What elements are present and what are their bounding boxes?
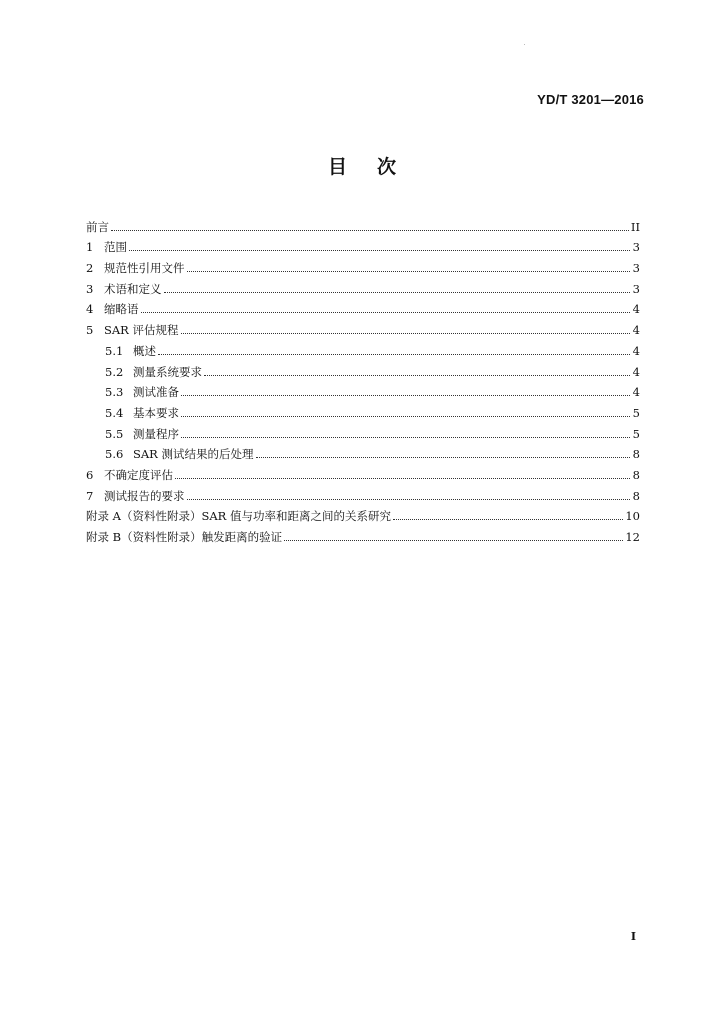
toc-dot-leader xyxy=(284,540,623,541)
toc-entry-label: 规范性引用文件 xyxy=(104,261,185,276)
toc-dot-leader xyxy=(175,478,630,479)
toc-dot-leader xyxy=(129,250,630,251)
toc-entry-page: II xyxy=(630,219,640,234)
toc-entry[interactable] xyxy=(86,461,640,482)
toc-dot-leader xyxy=(164,292,631,293)
toc-entry-page: 8 xyxy=(632,447,640,462)
toc-entry-number: 5.1 xyxy=(105,343,124,358)
toc-dot-leader xyxy=(111,230,629,231)
toc-entry-page: 5 xyxy=(632,426,640,441)
toc-dot-leader xyxy=(204,375,630,376)
toc-entry-page: 4 xyxy=(632,385,640,400)
toc-dot-leader xyxy=(187,499,631,500)
toc-entry[interactable] xyxy=(86,316,640,337)
toc-entry[interactable] xyxy=(86,358,640,379)
toc-entry-number: 5.3 xyxy=(105,385,124,400)
toc-entry-page: 3 xyxy=(632,240,640,255)
toc-entry[interactable] xyxy=(86,275,640,296)
toc-entry-label: 不确定度评估 xyxy=(104,467,173,482)
toc-entry-number: 4 xyxy=(86,302,94,317)
page-title: 目次 xyxy=(327,156,426,178)
toc-entry-label: SAR 测试结果的后处理 xyxy=(133,447,254,462)
toc-entry[interactable] xyxy=(86,420,640,441)
toc-entry-page: 4 xyxy=(632,323,640,338)
toc-entry-page: 3 xyxy=(632,281,640,296)
toc-entry-page: 12 xyxy=(625,530,640,544)
toc-entry-number: 1 xyxy=(86,240,94,255)
toc-entry-number: 3 xyxy=(86,281,94,296)
toc-entry[interactable] xyxy=(86,441,640,462)
toc-dot-leader xyxy=(181,437,630,438)
toc-dot-leader xyxy=(181,333,631,334)
toc-entry[interactable] xyxy=(86,379,640,400)
toc-dot-leader xyxy=(181,416,630,417)
toc-entry-number: 2 xyxy=(86,261,94,276)
toc-entry-number: 7 xyxy=(86,488,94,503)
toc-entry-number: 6 xyxy=(86,467,94,482)
toc-entry[interactable] xyxy=(86,399,640,420)
toc-entry[interactable] xyxy=(86,254,640,275)
toc-dot-leader xyxy=(181,395,630,396)
toc-entry-page: 8 xyxy=(632,467,640,482)
toc-entry-label: 前言 xyxy=(86,219,109,234)
toc-entry[interactable] xyxy=(86,234,640,255)
toc-entry-number: 5.5 xyxy=(105,426,124,441)
toc-entry[interactable] xyxy=(86,296,640,317)
toc-entry-number: 5.6 xyxy=(105,447,124,462)
toc-dot-leader xyxy=(141,312,631,313)
document-id: YD/T 3201—2016 xyxy=(537,92,644,107)
toc-dot-leader xyxy=(187,271,631,272)
toc-entry-label: 测试准备 xyxy=(133,385,179,400)
toc-entry[interactable] xyxy=(86,213,640,234)
toc-entry-label: 附录 B（资料性附录）触发距离的验证 xyxy=(86,530,283,544)
toc-entry-label: 附录 A（资料性附录）SAR 值与功率和距离之间的关系研究 xyxy=(86,509,391,524)
toc-dot-leader xyxy=(158,354,630,355)
toc-entry-label: SAR 评估规程 xyxy=(104,323,179,338)
toc-entry-label: 概述 xyxy=(133,343,156,358)
toc-entry[interactable] xyxy=(86,482,640,503)
toc-entry-page: 4 xyxy=(632,302,640,317)
scan-speck xyxy=(524,44,525,45)
toc-entry-label: 范围 xyxy=(104,240,127,255)
toc-entry-page: 10 xyxy=(625,509,640,524)
toc-entry-number: 5 xyxy=(86,323,94,338)
toc-entry[interactable] xyxy=(86,503,640,524)
toc-entry[interactable] xyxy=(86,523,640,544)
toc-entry-label: 缩略语 xyxy=(104,302,139,317)
toc-entry-label: 测量程序 xyxy=(133,426,179,441)
toc-entry-page: 4 xyxy=(632,343,640,358)
toc-entry-number: 5.2 xyxy=(105,364,124,379)
toc-entry-number: 5.4 xyxy=(105,405,124,420)
table-of-contents xyxy=(86,213,640,544)
toc-entry-page: 5 xyxy=(632,405,640,420)
toc-entry-page: 4 xyxy=(632,364,640,379)
toc-entry-label: 测量系统要求 xyxy=(133,364,202,379)
toc-entry[interactable] xyxy=(86,337,640,358)
toc-entry-label: 基本要求 xyxy=(133,405,179,420)
toc-dot-leader xyxy=(393,519,623,520)
toc-dot-leader xyxy=(256,457,631,458)
page-number: I xyxy=(630,930,636,943)
toc-entry-page: 3 xyxy=(632,261,640,276)
toc-entry-page: 8 xyxy=(632,488,640,503)
toc-entry-label: 术语和定义 xyxy=(104,281,162,296)
toc-entry-label: 测试报告的要求 xyxy=(104,488,185,503)
